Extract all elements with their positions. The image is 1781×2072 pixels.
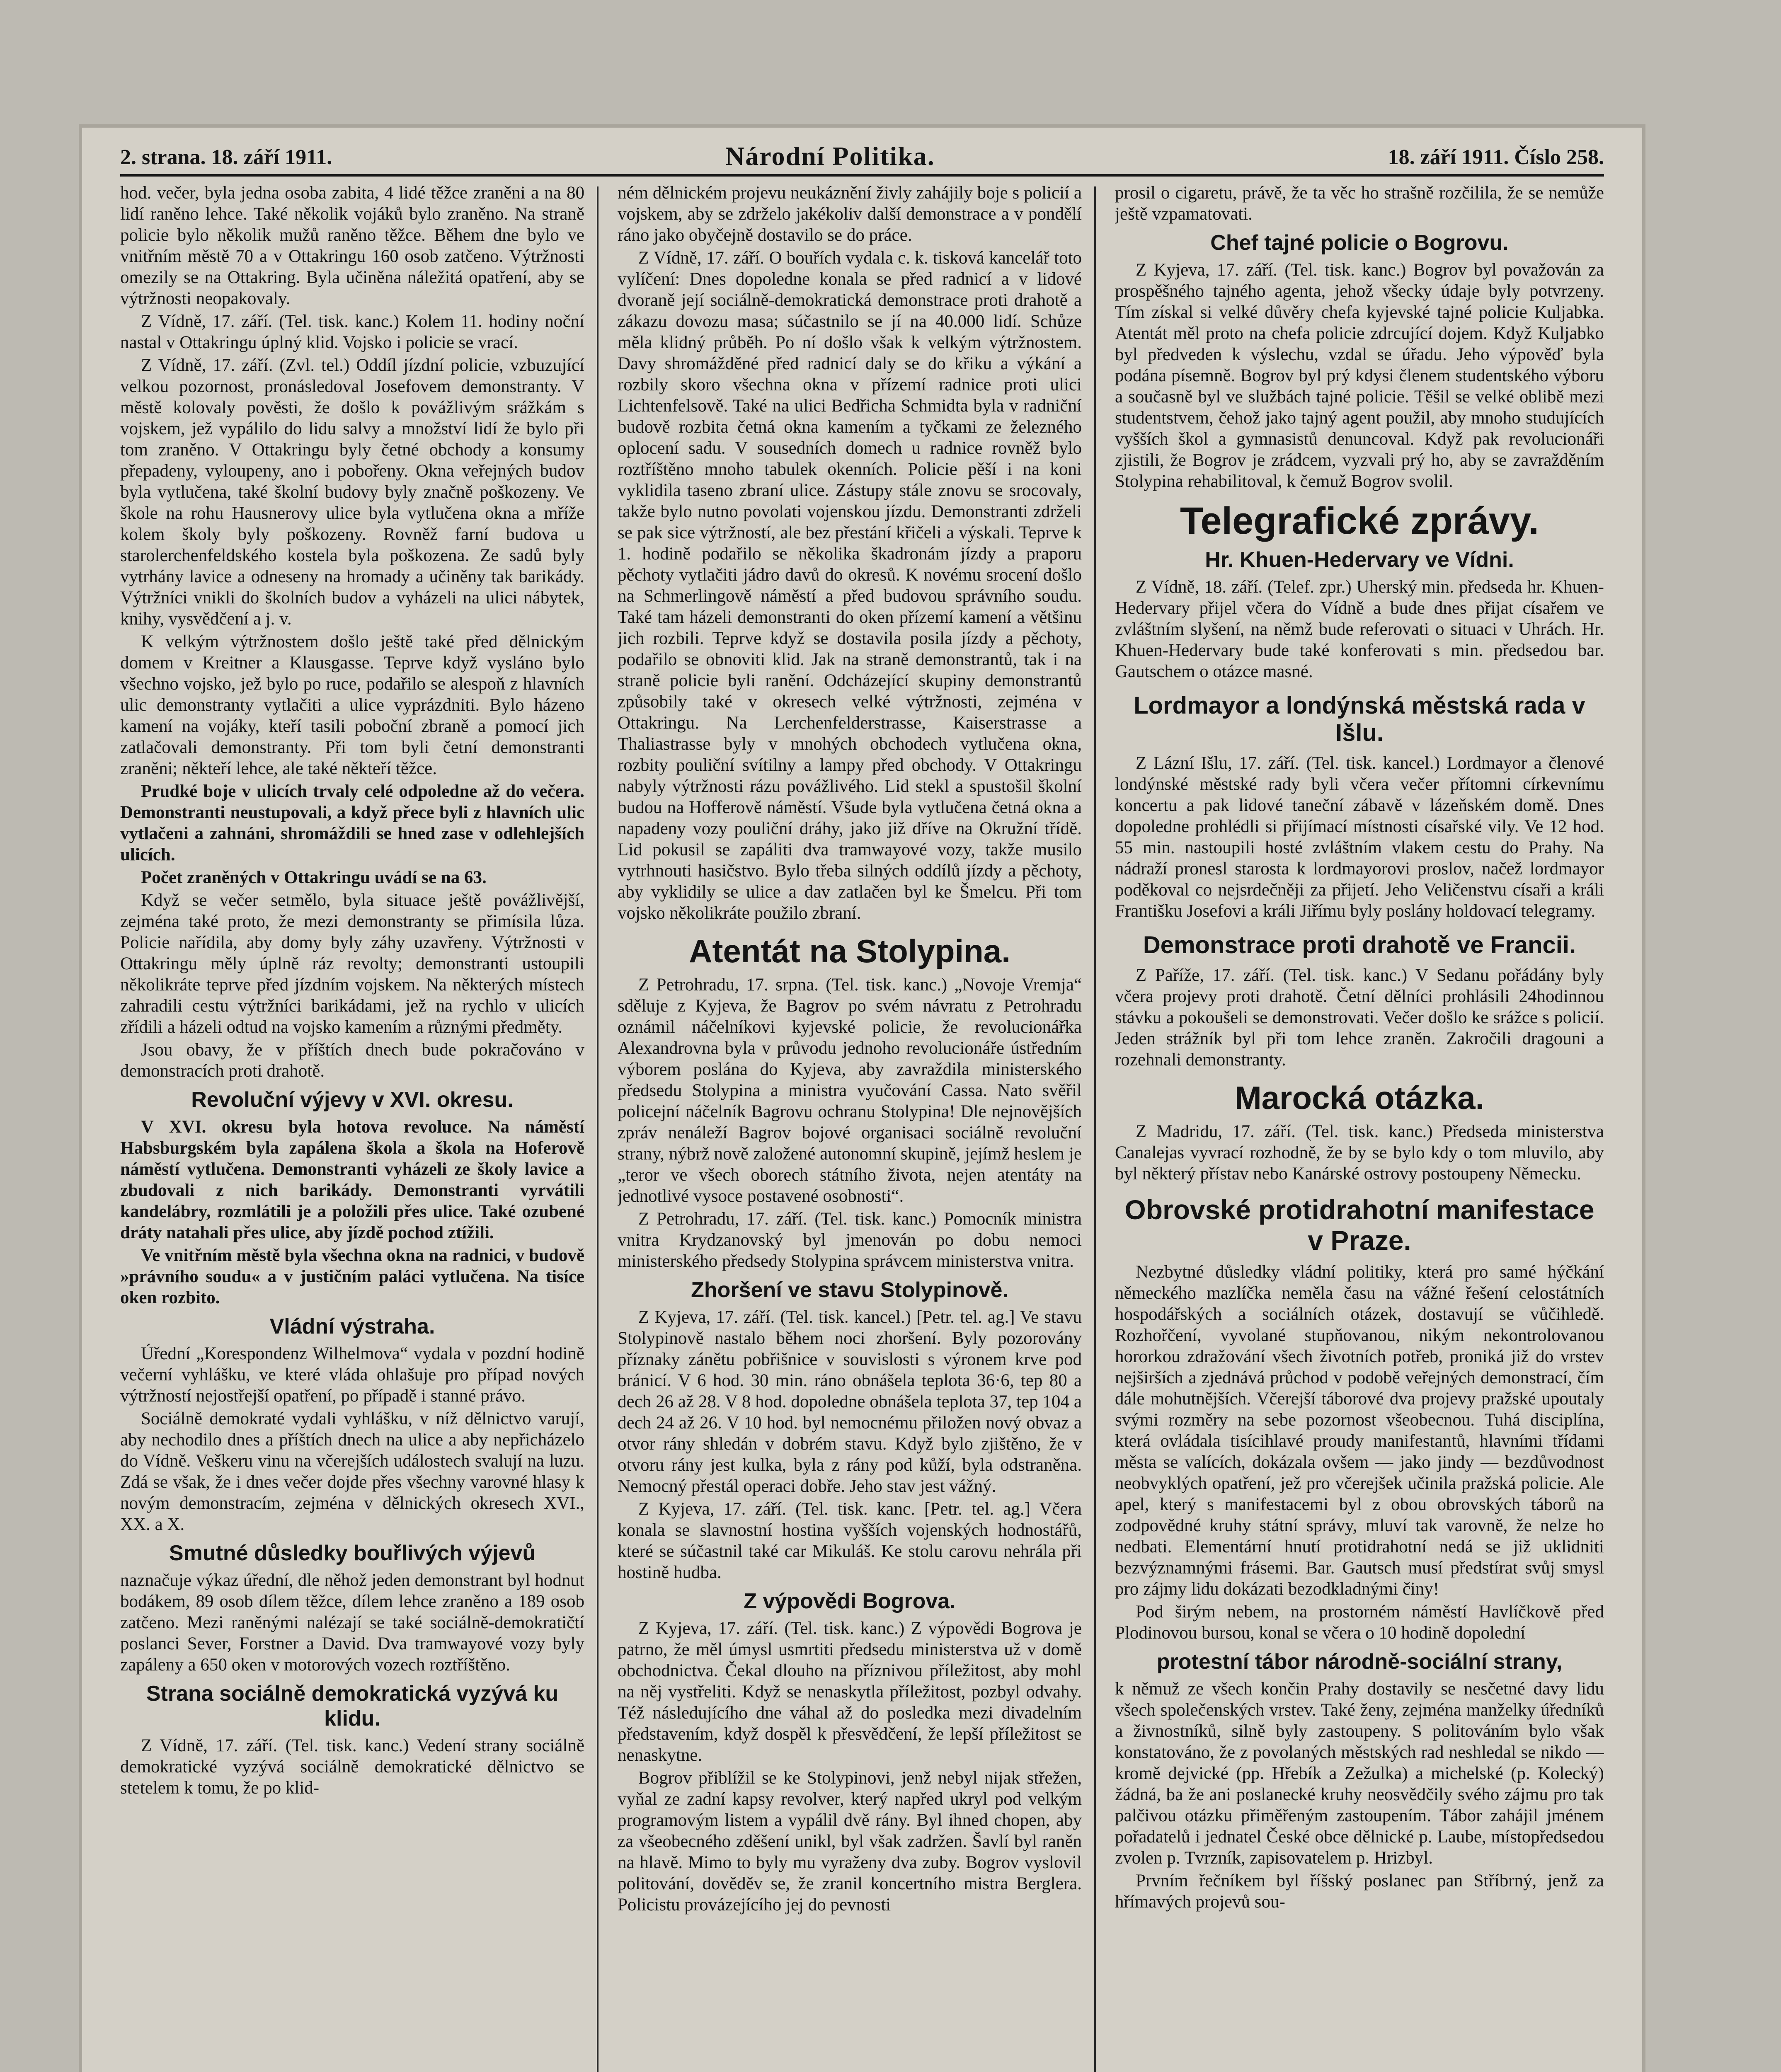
section-heading: Smutné důsledky bouřlivých výjevů [169, 1541, 536, 1565]
paragraph: k němuž ze všech končin Prahy dostavily se nesčetné davy lidu všech společenských vrstev. Také ženy, zejména manželky úředníků a živnostníků, silně byly zastoupeny. S politováním bylo však konstatováno, že z povolaných městských rad neshledal se nikdo — kromě dejvické (pp. Hřebík a Zežulka) a michelské (p. Kolecký) žádná, ba že ani poslanecké kruhy neosvědčily svého zájmu pro tak palčivou otázku přiměřeným zastoupením. Tábor zahájil jménem pořadatelů i jednatel České obce dělnické p. Laube, místopředsedou zvolen p. Tvrzník, zapisovatelem p. Hrizbyl. [1115, 1679, 1604, 1868]
section-heading: Demonstrace proti drahotě ve Francii. [1143, 932, 1576, 959]
paragraph: Nezbytné důsledky vládní politiky, která pro samé hýčkání německého mazlíčka neměla času na vážné řešení celostátních hospodářských a sociálních otázek, dostavují se vůčihledě. Rozhořčení, vyvolané stupňovanou, nikým nekontrolovanou hororkou zdražování všech životních potřeb, proniká již do vrstev nejširších a zjednává průchod v podobě veřejných demonstrací, čím dále mohutnějších. Včerejší táborové dva projevy pražské upoutaly svými rozměry na sebe pozornost všeobecnou. Tuhá disciplína, která ovládala tisícihlavé proudy manifestantů, hlavními třídami města se valících, dokázala ovšem — jako jindy — bezdůvodnost neobvyklých opatření, jež pro včerejšek učinila pražská policie. Ale apel, který s manifestacemi byl z obou obrovských táborů na zodpovědné kruhy státní správy, mluví tak varovně, že nelze ho nedbati. Elementární hnutí protidrahotní nedá se již uklidniti bezvýznamnými frásemi. Bar. Gautsch musí předstírat svůj smysl pro zájmy lidu dokázati bezodkladnými činy! [1115, 1262, 1604, 1599]
paragraph: hod. večer, byla jedna osoba zabita, 4 lidé těžce zraněni a na 80 lidí raněno lehce. Také několik vojáků bylo zraněno. Na straně policie bylo několik mužů raněno těžce. Během dne bylo ve vnitřním městě 70 a v Ottakringu 160 osob zatčeno. Výtržnosti omezily se na Ottakring. Byla učiněna náležitá opatření, aby se výtržnosti neopakovaly. [120, 183, 584, 308]
section-heading: Z výpovědi Bogrova. [744, 1589, 956, 1613]
paragraph: Sociálně demokraté vydali vyhlášku, v níž dělnictvo varují, aby nechodilo dnes a příštích dnech na ulice a aby nepřicházelo do Vídně. Veškeru vinu na včerejších událostech svalují na luzu. Zdá se však, že i dnes večer dojde přes všechny varovné hlasy k novým demonstracím, zejména v dělnických okresech XVI., XX. a X. [120, 1409, 584, 1534]
paragraph: Z Kyjeva, 17. září. (Tel. tisk. kancel.) [Petr. tel. ag.] Ve stavu Stolypinově nastalo během noci zhoršení. Byly pozorovány příznaky zánětu pobřišnice v souvislosti s výronem krve pod bránicí. V 6 hod. 30 min. ráno obnášela teplota 36·6, tep 80 a dech 26 až 28. V 8 hod. dopoledne obnášela teplota 37, tep 104 a dech 24 až 26. V 10 hod. byl nemocnému přiložen nový obvaz a otvor rány shledán v dobrém stavu. Když bylo zjištěno, že v otvoru rány jest kulka, byla z rány pod kůží, byla odstraněna. Nemocný přestál operaci dobře. Jeho stav jest vážný. [618, 1307, 1082, 1496]
paragraph: Z Vídně, 17. září. O bouřích vydala c. k. tisková kancelář toto vylíčení: Dnes dopoledne konala se před radnicí a v lidové dvoraně její sociálně-demokratická demonstrace proti drahotě a zákazu dovozu masa; súčastnilo se jí na 40.000 lidí. Schůze měla klidný průběh. Po ní došlo však k velkým výtržnostem. Davy shromážděné před radnicí daly se do křiku a výkání a rozbily skoro všechna okna v přízemí radnice proti ulici Lichtenfelsově. Také na ulici Bedřicha Schmidta byla v radniční budově rozbita četná okna kamením a tyčkami ze železného oplocení sadu. V sousedních domech u radnice rovněž bylo roztříštěno mnoho tabulek okenních. Policie pěší i na koni vyklidila taseno zbraní ulice. Zástupy stále znovu se srocovaly, takže bylo nutno povolati vojenskou jízdu. Demonstranti zdrželi se pak sice výtržností, ale bez přestání křičeli a výskali. Teprve k 1. hodině podařilo se několika škadronám jízdy a praporu pěchoty vytlačiti jádro davů do okresů. K novému srocení došlo na Schmerlingově náměstí a před budovou správního soudu. Také tam házeli demonstranti do oken přízemí kamení a většinu jich rozbili. Teprve když se dostavila posila jízdy a pěchoty, podařilo se obnoviti klid. Jak na straně demonstrantů, tak i na straně policie byli ranění. Odcházející skupiny demonstrantů způsobily také v okresech velké výtržnosti, zejména v Ottakringu. Na Lerchenfelderstrasse, Kaiserstrasse a Thaliastrasse byly v mnohých obchodech vytlučena okna, rozbity pouliční svítilny a lampy před obchody. V Ottakringu nabyly výtržnosti rázu povážlivého. Lid stekl a spustošil školní budou na Hofferově náměstí. Všude byla vytlučena četná okna a napadeny vozy pouliční dráhy, jako již dříve na Okružní třídě. Lid pokusil se zapáliti dva tramwayové vozy, takže musilo vytrhnouti hasičstvo. Bylo třeba silných oddílů jízdy a pěchoty, aby vyklidily se ulice a dav zatlačen byl ke Šmelcu. Při tom vojsko několikráte použilo zbraní. [618, 248, 1082, 923]
column-divider [1094, 186, 1096, 2072]
section-heading: Revoluční výjevy v XVI. okresu. [191, 1088, 514, 1112]
paragraph: Ve vnitřním městě byla všechna okna na radnici, v budově »právního soudu« a v justičním paláci vytlučena. Na tisíce oken rozbito. [120, 1246, 584, 1307]
section-heading: Zhoršení ve stavu Stolypinově. [691, 1278, 1008, 1302]
paragraph: Z Kyjeva, 17. září. (Tel. tisk. kanc. [Petr. tel. ag.] Včera konala se slavnostní hostina vyšších vojenských hodnostářů, které se súčastnil také car Mikuláš. Ke stolu carovu nehrála při hostině hudba. [618, 1499, 1082, 1582]
page-header [120, 137, 1604, 177]
paragraph: Z Vídně, 17. září. (Zvl. tel.) Oddíl jízdní policie, vzbuzující velkou pozornost, pronásledoval Josefovem demonstranty. V městě kolovaly pověsti, že došlo k povážlivým srážkám s vojskem, jež vypálilo do lidu salvy a množství lidí že bylo při tom zraněno. V Ottakringu byly četné obchody a konsumy přepadeny, vyloupeny, ano i pobořeny. Okna veřejných budov byla vytlučena, také školní budovy byly značně poškozeny. Ve škole na rohu Hausnerovy ulice byla vytlučena okna a mříže kolem školy byly poškozeny. Rovněž farní budova u starolerchenfeldského kostela byla poškozena. Ze sadů byly vytrhány lavice a odneseny na hromady a učiněny tak barikády. Výtržníci vnikli do školních budov a vyházeli na ulici nábytek, knihy, vysvědčení a j. v. [120, 356, 584, 629]
paragraph: Počet zraněných v Ottakringu uvádí se na 63. [141, 868, 487, 887]
section-heading: Vládní výstraha. [269, 1314, 435, 1339]
column-3 [1115, 182, 1604, 2072]
column-2 [618, 182, 1082, 2072]
paragraph: Prvním řečníkem byl říšský poslanec pan Stříbrný, jenž za hřímavých projevů sou- [1115, 1871, 1604, 1912]
paragraph: Když se večer setmělo, byla situace ještě povážlivější, zejména také proto, že mezi demonstranty se přimísila lůza. Policie nařídila, aby domy byly záhy uzavřeny. Výtržnosti v Ottakringu měly úplně ráz revolty; demonstranti ustoupili několikráte teprve před jízdním vojskem. Na některých místech zahradili cestu výtržníci barikádami, jež na rychlo v ulicích zřídili a házeli odtud na vojsko kamením a různými předměty. [120, 891, 584, 1037]
section-heading: Obrovské protidrahotní manifestace v Praze. [1124, 1194, 1594, 1256]
paragraph: Úřední „Korespondenz Wilhelmova“ vydala v pozdní hodině večerní vyhlášku, ve které vláda ohlašuje pro případ nových výtržností nejostřejší opatření, po případě i stanné právo. [120, 1344, 584, 1406]
section-heading: Chef tajné policie o Bogrovu. [1210, 231, 1509, 255]
newspaper-page [79, 124, 1645, 2072]
paragraph: Z Kyjeva, 17. září. (Tel. tisk. kanc.) Z výpovědi Bogrova je patrno, že měl úmysl usmrtiti předsedu ministerstva už v domě obchodnictva. Čekal dlouho na příznivou příležitost, aby mohl na něj vystřeliti. Když se nenaskytla příležitost, pozbyl odvahy. Též následujícího dne váhal až do posledka mezi divadelním představením, když dospěl k přesvědčení, že lepší příležitost se nenaskytne. [618, 1619, 1082, 1765]
header-page-date: 2. strana. 18. září 1911. [120, 145, 332, 169]
paragraph: ném dělnickém projevu neukáznění živly zahájily boje s policií a vojskem, aby se zdrželo jakékoliv další demonstrace a v pondělí ráno jako obyčejně dostavilo se do práce. [618, 183, 1082, 245]
paragraph: Z Vídně, 17. září. (Tel. tisk. kanc.) Kolem 11. hodiny noční nastal v Ottakringu úplný klid. Vojsko i policie se vrací. [120, 312, 584, 352]
header-issue-number: 18. září 1911. Číslo 258. [1388, 145, 1604, 169]
paragraph: Z Madridu, 17. září. (Tel. tisk. kanc.) Předseda ministerstva Canalejas vyvrací rozhodně, že by se bylo kdy o tom mluvilo, aby byl některý přístav nebo Kanárské ostrovy postoupeny Německu. [1115, 1122, 1604, 1184]
section-heading: Hr. Khuen-Hedervary ve Vídni. [1205, 548, 1514, 572]
section-heading: Lordmayor a londýnská městská rada v Išlu. [1134, 692, 1585, 746]
paragraph: Z Vídně, 18. září. (Telef. zpr.) Uherský min. předseda hr. Khuen-Hedervary přijel včera do Vídně a bude dnes přijat císařem ve zvláštním slyšení, na němž bude referovati o situaci v Uhrách. Hr. Khuen-Hedervary bude také konferovati s min. předsedou bar. Gautschem o otázce masné. [1115, 577, 1604, 681]
paragraph: K velkým výtržnostem došlo ještě také před dělnickým domem v Kreitner a Klausgasse. Teprve když vysláno bylo všechno vojsko, jež bylo po ruce, podařilo se alespoň z hlavních ulic demonstranty vytlačiti a ulice vyprázdniti. Bylo házeno kamení na vojáky, kteří tasili poboční zbraně a pomocí jich zatlačovali demonstranty. Při tom byli četní demonstranti zraněni; někteří lehce, ale také někteří těžce. [120, 632, 584, 778]
column-divider [597, 186, 599, 2072]
column-1 [120, 182, 584, 2072]
paragraph: Z Petrohradu, 17. září. (Tel. tisk. kanc.) Pomocník ministra vnitra Krydzanovský byl jmenován po dobu nemoci ministerského předsedy Stolypina správcem ministerstva vnitra. [618, 1209, 1082, 1271]
section-heading: Atentát na Stolypina. [689, 933, 1010, 969]
section-heading: protestní tábor národně-sociální strany, [1156, 1650, 1563, 1674]
paragraph: prosil o cigaretu, právě, že ta věc ho strašně rozčilila, že se nemůže ještě vzpamatovati. [1115, 183, 1604, 224]
paragraph: Prudké boje v ulicích trvaly celé odpoledne až do večera. Demonstranti neustupovali, a když přece byli z hlavních ulic vytlačeni a zahnáni, shromáždili se hned zase v odlehlejších ulicích. [120, 782, 584, 864]
paragraph: Z Vídně, 17. září. (Tel. tisk. kanc.) Vedení strany sociálně demokratické vyzývá sociálně demokratické dělnictvo se stetelem k tomu, že po klid- [120, 1736, 584, 1798]
section-heading: Telegrafické zprávy. [1180, 500, 1539, 542]
masthead-title: Národní Politika. [725, 141, 935, 171]
paragraph: Z Paříže, 17. září. (Tel. tisk. kanc.) V Sedanu pořádány byly včera projevy proti drahotě. Četní dělníci prohlásili 24hodinnou stávku a pokoušeli se demonstrovati. Večer došlo ke srážce s policií. Jeden strážník byl při tom lehce zraněn. Zakročili dragouni a rozehnali demonstranty. [1115, 966, 1604, 1070]
paragraph: Bogrov přiblížil se ke Stolypinovi, jenž nebyl nijak střežen, vyňal ze zadní kapsy revolver, který napřed ukryl pod velkým programovým listem a vypálil dvě rány. Byl ihned chopen, aby za všeobecného zděšení unikl, byl však zadržen. Šavlí byl raněn na hlavě. Mimo to byly mu vyraženy dva zuby. Bogrov vyslovil politování, dověděv se, že zranil koncertního mistra Berglera. Policistu provázejícího jej do pevnosti [618, 1768, 1082, 1915]
paragraph: Pod širým nebem, na prostorném náměstí Havlíčkově před Plodinovou bursou, konal se včera o 10 hodině dopolední [1115, 1602, 1604, 1643]
paragraph: naznačuje výkaz úřední, dle něhož jeden demonstrant byl hodnut bodákem, 89 osob dílem těžce, dílem lehce zraněno a 189 osob zatčeno. Mezi raněnými nalézají se také sociálně-demokratičtí poslanci Sever, Forstner a David. Dva tramwayové vozy byly zapáleny a 650 oken v motorových vozech roztříštěno. [120, 1571, 584, 1675]
paragraph: Z Kyjeva, 17. září. (Tel. tisk. kanc.) Bogrov byl považován za prospěšného tajného agenta, jehož všecky údaje byly potvrzeny. Tím získal si velké důvěry chefa kyjevské tajné policie Kuljabka. Atentát měl proto na chefa policie zdrcující dojem. Když Kuljabko byl předveden k výslechu, vzdal se úřadu. Jeho výpověď byla podána písemně. Bogrov byl prý kdysi členem studentského výboru a současně byl ve službách tajné policie. Těšil se velké oblibě mezi studentstvem, čehož jako tajný agent použil, aby mnoho studujících vyšších škol a gymnasistů denuncoval. Když pak revolucionáři zjistili, že Bogrov je zrádcem, vyzvali prý ho, aby se zavražděním Stolypina rehabilitoval, k čemuž Bogrov svolil. [1115, 260, 1604, 491]
paragraph: Z Petrohradu, 17. srpna. (Tel. tisk. kanc.) „Novoje Vremja“ sděluje z Kyjeva, že Bagrov po svém návratu z Petrohradu oznámil náčelníkovi kyjevské policie, že revolucionářka Alexandrovna byla v průvodu jednoho revolucionáře ústředním výborem poslána do Kyjeva, aby zavraždila ministerského předsedu Stolypina a ministra vyučování Cassa. Nato svěřil policejní náčelník Bagrovu ochranu Stolypina! Dle nejnovějších zpráv nenáleží Bagrov bojové organisaci sociálně revoluční strany, nýbrž nově založené autonomní skupině, jejímž heslem je „teror ve všech oborech státního života, nejen atentáty na jednotlivé vysoce postavené osobnosti“. [618, 975, 1082, 1206]
section-heading: Strana sociálně demokratická vyzývá ku klidu. [146, 1682, 559, 1731]
section-heading: Marocká otázka. [1234, 1080, 1485, 1116]
paragraph: Jsou obavy, že v příštích dnech bude pokračováno v demonstracích proti drahotě. [120, 1040, 584, 1081]
paragraph: Z Lázní Išlu, 17. září. (Tel. tisk. kancel.) Lordmayor a členové londýnské městské rady byli včera večer přítomni církevnímu koncertu a pak lidové taneční zábavě v lázeňském domě. Dnes dopoledne prohlédli si přijímací místnosti císařské vily. Ve 12 hod. 55 min. nastoupili hosté zvláštním vlakem cestu do Prahy. Na nádraží pronesl starosta k lordmayorovi proslov, načež lordmayor poděkoval co nejsrdečněji za přijetí. Jeho Veličenstvu císaři a králi Františku Josefovi a králi Jiřímu byly poslány holdovací telegramy. [1115, 753, 1604, 921]
paragraph: V XVI. okresu byla hotova revoluce. Na náměstí Habsburgském byla zapálena škola a škola na Hoferově náměstí vytlučena. Demonstranti vyházeli ze školy lavice a zbudovali z nich barikády. Demonstranti vyrvátili kandelábry, rozmlátili je a položili přes ulice. Také ozubené dráty natahali přes ulice, aby jízdě pochod ztížili. [120, 1117, 584, 1242]
